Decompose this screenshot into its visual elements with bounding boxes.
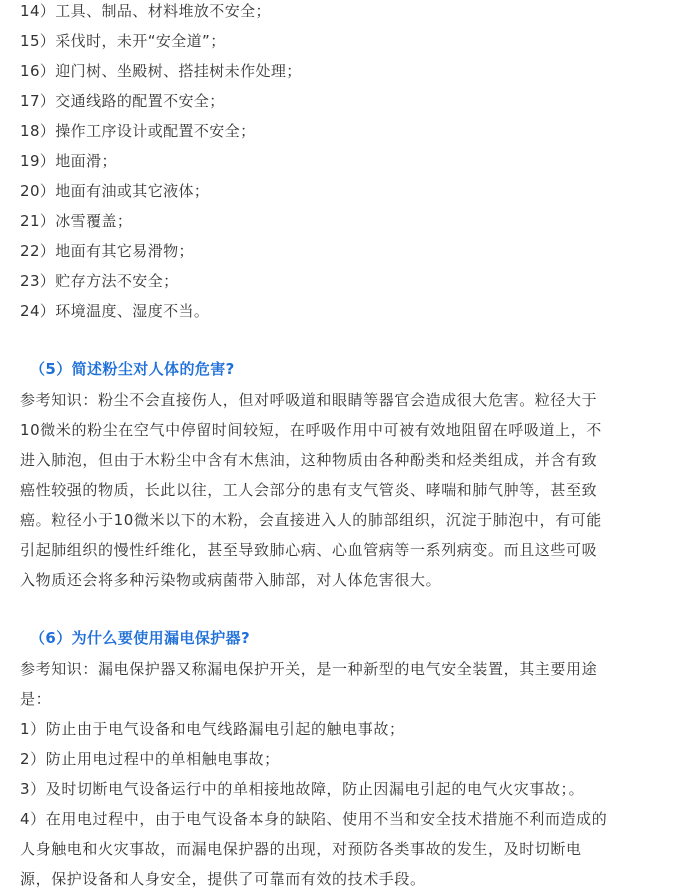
answer-line: 源，保护设备和人身安全，提供了可靠而有效的技术手段。 (20, 870, 426, 888)
answer-line: 参考知识：粉尘不会直接伤人，但对呼吸道和眼睛等器官会造成很大危害。粒径大于 (20, 391, 598, 409)
answer-line: 入物质还会将多种污染物或病菌带入肺部，对人体危害很大。 (20, 571, 442, 589)
answer-line: 参考知识：漏电保护器又称漏电保护开关，是一种新型的电气安全装置，其主要用途 (20, 660, 598, 678)
list-item: 21）冰雪覆盖； (20, 212, 133, 230)
answer-line: 人身触电和火灾事故，而漏电保护器的出现，对预防各类事故的发生，及时切断电 (20, 840, 582, 858)
question-5-heading: （5）简述粉尘对人体的危害? (30, 360, 235, 378)
list-item: 17）交通线路的配置不安全； (20, 92, 225, 110)
answer-line: 3）及时切断电气设备运行中的单相接地故障，防止因漏电引起的电气火灾事故；。 (20, 780, 585, 798)
answer-line: 10微米的粉尘在空气中停留时间较短，在呼吸作用中可被有效地阻留在呼吸道上，不 (20, 421, 602, 439)
answer-line: 1）防止由于电气设备和电气线路漏电引起的触电事故； (20, 720, 405, 738)
list-item: 16）迎门树、坐殿树、搭挂树未作处理； (20, 62, 302, 80)
list-item: 18）操作工序设计或配置不安全； (20, 122, 256, 140)
answer-line: 癌。粒径小于10微米以下的木粉，会直接进入人的肺部组织，沉淀于肺泡中，有可能 (20, 511, 602, 529)
list-item: 19）地面滑； (20, 152, 117, 170)
answer-line: 引起肺组织的慢性纤维化，甚至导致肺心病、心血管病等一系列病变。而且这些可吸 (20, 541, 598, 559)
answer-line: 癌性较强的物质，长此以往，工人会部分的患有支气管炎、哮喘和肺气肿等，甚至致 (20, 481, 598, 499)
question-6-heading: （6）为什么要使用漏电保护器? (30, 629, 251, 647)
answer-line: 进入肺泡，但由于木粉尘中含有木焦油，这种物质由各种酚类和烃类组成，并含有致 (20, 451, 598, 469)
list-item: 15）采伐时，未开“安全道”； (20, 32, 226, 50)
answer-line: 是： (20, 690, 52, 708)
list-item: 22）地面有其它易滑物； (20, 242, 194, 260)
list-item: 20）地面有油或其它液体； (20, 182, 210, 200)
list-item: 14）工具、制品、材料堆放不安全； (20, 2, 271, 20)
list-item: 23）贮存方法不安全； (20, 272, 179, 290)
answer-line: 2）防止用电过程中的单相触电事故； (20, 750, 280, 768)
list-item: 24）环境温度、湿度不当。 (20, 302, 210, 320)
answer-line: 4）在用电过程中，由于电气设备本身的缺陷、使用不当和安全技术措施不利而造成的 (20, 810, 608, 828)
